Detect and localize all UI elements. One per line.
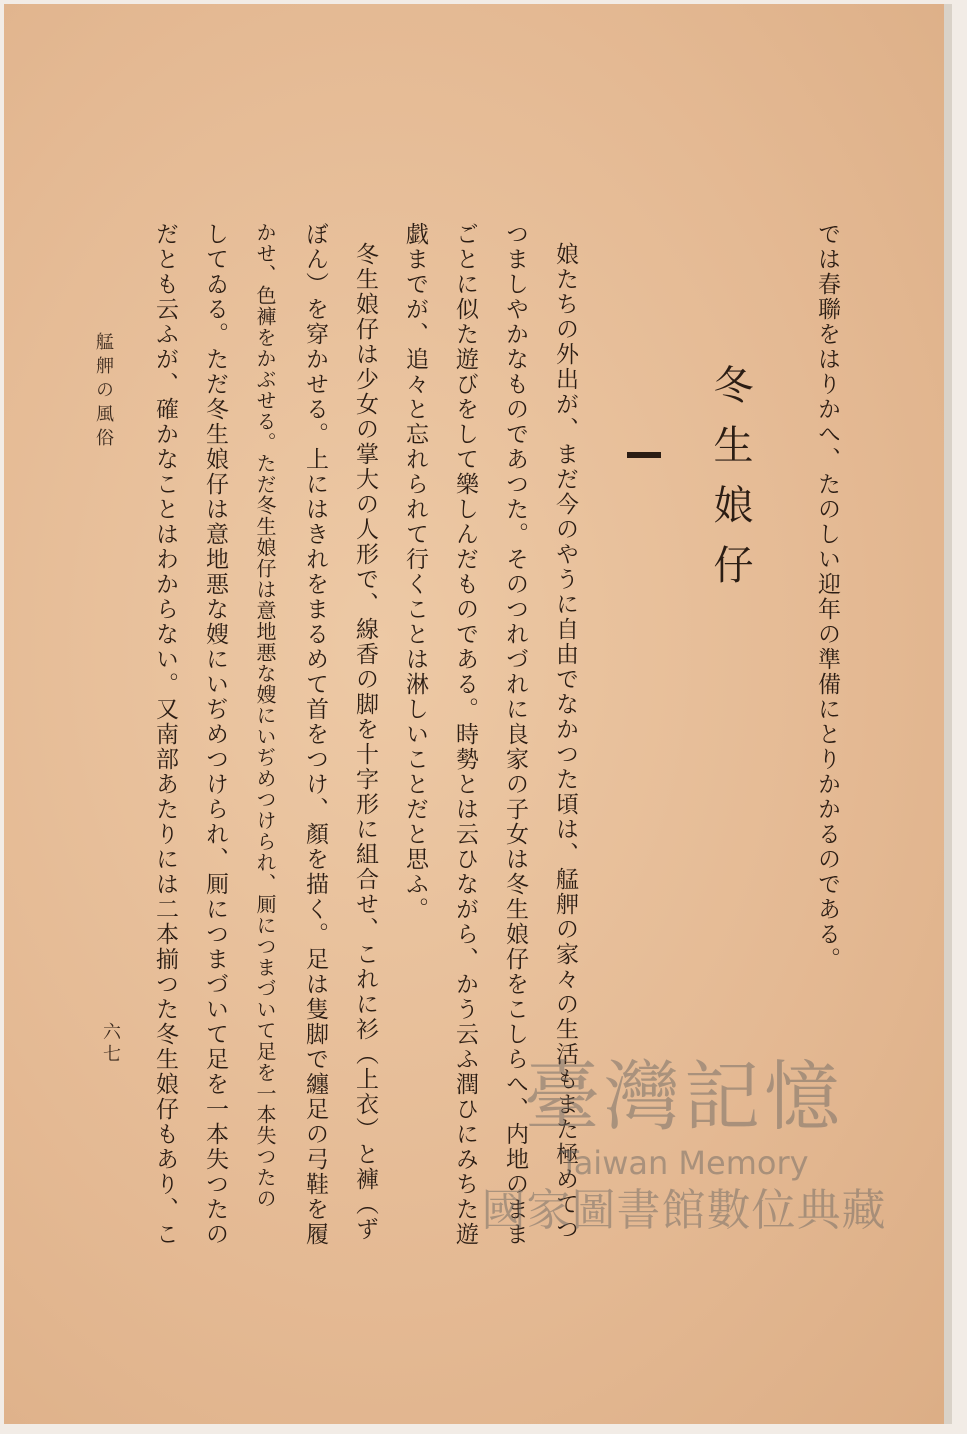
text-line-5: 戯までが、追々と忘れられて行くことは淋しいことだと思ふ。 <box>402 222 428 922</box>
library-watermark <box>454 1049 914 1319</box>
watermark-english: Taiwan Memory <box>559 1144 809 1182</box>
text-line-6: 冬生娘仔は少女の掌大の人形で、線香の脚を十字形に組合せ、これに衫（上衣）と褲（ず <box>352 242 378 1242</box>
text-line-1: では春聯をはりかへ、たのしい迎年の準備にとりかかるのである。 <box>814 222 840 972</box>
chapter-title: 冬生娘仔 <box>707 364 753 604</box>
text-line-2: 娘たちの外出が、まだ今のやうに自由でなかつた頃は、艋舺の家々の生活もまた極めてつ <box>552 242 578 1242</box>
page-number: 六七 <box>100 1022 121 1066</box>
running-head: 艋舺の風俗 <box>93 332 114 452</box>
chapter-number <box>627 452 661 458</box>
text-line-3: つましやかなものであつた。そのつれづれに良家の子女は冬生娘仔をこしらへ、内地のまま <box>502 222 528 1247</box>
text-line-7: ぼん）を穿かせる。上にはきれをまるめて首をつけ、顏を描く。足は隻脚で纏足の弓鞋を履 <box>302 222 328 1247</box>
watermark-chinese: 國家圖書館數位典藏 <box>481 1185 887 1236</box>
text-line-9: してゐる。ただ冬生娘仔は意地悪な嫂にいぢめつけられ、厠につまづいて足を一本失つたの <box>202 222 228 1247</box>
text-line-4: ごとに似た遊びをして樂しんだものである。時勢とは云ひながら、かう云ふ潤ひにみちた遊 <box>452 222 478 1247</box>
book-page <box>4 4 952 1424</box>
text-line-8: かせ、色褲をかぶせる。ただ冬生娘仔は意地悪な嫂にいぢめつけられ、厠につまづいて足を一本失つたの <box>253 222 277 1209</box>
watermark-logo-text: 臺灣記憶 <box>524 1052 844 1141</box>
text-line-10: だとも云ふが、確かなことはわからない。又南部あたりには二本揃つた冬生娘仔もあり、こ <box>152 222 178 1247</box>
